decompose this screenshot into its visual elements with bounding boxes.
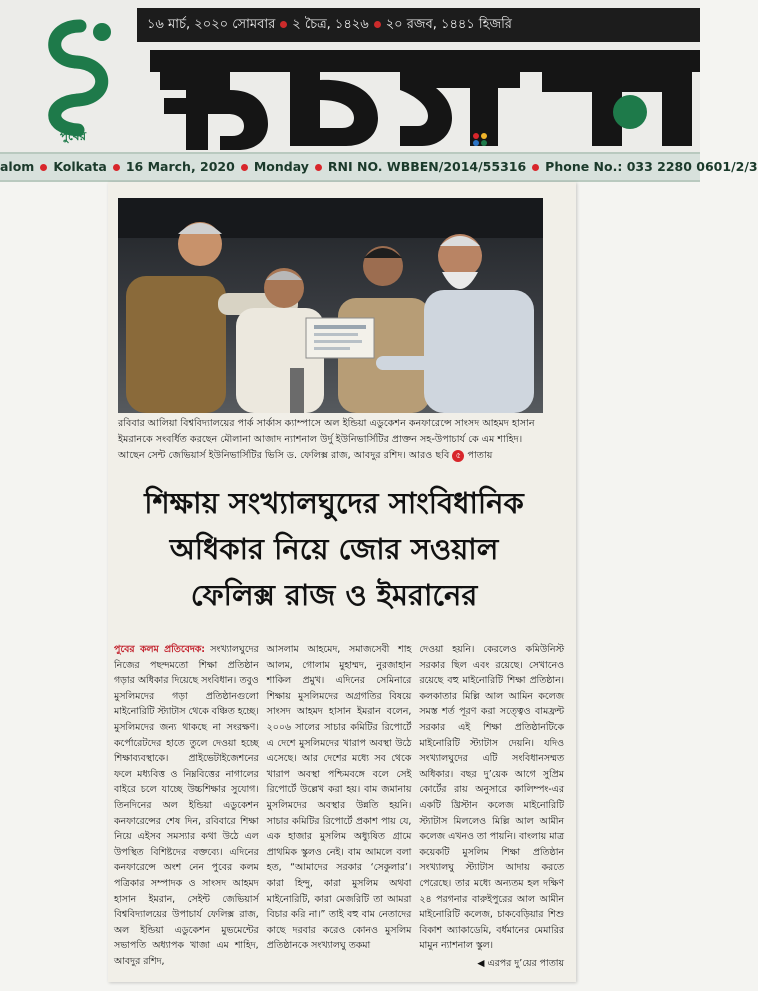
- bullet-icon: [241, 164, 248, 171]
- article-column-2: [267, 642, 412, 977]
- separator-dot-icon: [280, 21, 287, 28]
- date-gregorian: ১৬ মার্চ, ২০২০ সোমবার: [147, 17, 276, 32]
- bullet-icon: [532, 164, 539, 171]
- headline-line-2: অধিকার নিয়ে জোর সওয়াল: [169, 532, 499, 566]
- logo-mark-icon: [18, 8, 128, 144]
- caption-suffix: পাতায়: [467, 450, 493, 461]
- info-date: 16 March, 2020: [125, 159, 235, 174]
- photo-caption: [118, 416, 543, 466]
- article-column-3: [419, 642, 564, 977]
- info-day: Monday: [253, 159, 309, 174]
- info-brand: alom: [0, 159, 35, 174]
- column-2-text: আসলাম আহমেদ, সমাজসেবী শাহ আলম, গোলাম মুহাম্মদ, নুরজাহান শাকিল প্রমুখ। এদিনের সেমিনারে শিক্ষায় মুসলিমদের অগ্রগতির বিষয়ে সাংসদ আহমদ হাসান ইমরান বলেন, ২০০৬ সালের সাচার কমিটির রিপোর্টে এ দেশে মুসলিমদের খারাপ অবস্থা উঠে এসেছে। আর দেশের মধ্যে সব থেকে খারাপ অবস্থা পশ্চিমবঙ্গে বলে সেই রিপোর্টে উল্লেখ করা হয়। বাম জমানায় মুসলিমদের অবস্থার উন্নতি হয়নি। সাচার কমিটির রিপোর্টে প্রকাশ পায় যে, এক হাজার মুসলিম অধ্যুষিত গ্রামে প্রাথমিক স্কুলও নেই। বাম আমলে বলা হত, “আমাদের সরকার ‘সেকুলার’। কারা হিন্দু, কারা মুসলিম অথবা মাইনোরিটি, কারা মেজরিটি তা আমরা বিচার করি না।” তাই বহু বাম নেতাদের কাছে দরবার করেও কোনও মুসলিম প্রতিষ্ঠানকে সংখ্যালঘু তকমা: [266, 644, 412, 952]
- info-bar: [0, 152, 758, 182]
- bullet-icon: [40, 164, 47, 171]
- column-1-text: সংখ্যালঘুদের নিজের পছন্দমতো শিক্ষা প্রতিষ্ঠান গড়ার অধিকার দিয়েছে সংবিধান। তবুও মুসলিমদের গড়া প্রতিষ্ঠানগুলো মাইনোরিটি স্ট্যাটাস থেকে বঞ্চিত হচ্ছে। মুসলিমদের জন্য থাকছে না সংরক্ষণ। কর্পোরেটদের হাতে তুলে দেওয়া হচ্ছে শিক্ষাব্যবস্থাকে। প্রাইভেটাইজেশনের ফলে মধ্যবিত্ত ও নিম্নবিত্তের নাগালের বাইরে চলে যাচ্ছে উচ্চশিক্ষার সুযোগ। তিনদিনের অল ইন্ডিয়া এডুকেশন কনফারেন্সের শেষ দিন, রবিবারে শিক্ষা নিয়ে এইসব সমস্যার কথা উঠে এল উপস্থিত বিশিষ্টদের বক্তব্যে। এদিনের কনফারেন্সে অংশ নেন পুবের কলম পত্রিকার সম্পাদক ও সাংসদ আহমদ হাসান ইমরান, সেইন্ট জেভিয়ার্স বিশ্ববিদ্যালয়ের উপাচার্য ফেলিক্স রাজ, অল ইন্ডিয়া এডুকেশন মুভমেন্টের সভাপতি অধ্যাপক খাজা এম শাহিদ, আবদুর রশিদ,: [114, 644, 259, 967]
- date-hijri: ২০ রজব, ১৪৪১ হিজরি: [385, 17, 512, 32]
- continued-text: এরপর দু’য়ের পাতায়: [487, 957, 565, 969]
- continued-note: [419, 956, 564, 972]
- caption-text: রবিবার আলিয়া বিশ্ববিদ্যালয়ের পার্ক সার্কাস ক্যাম্পাসে অল ইন্ডিয়া এডুকেশন কনফারেন্সে সাংসদ আহমদ হাসান ইমরানকে সংবর্ধিত করছেন মৌলানা আজাদ ন্যাশনাল উর্দু ইউনিভার্সিটির প্রাক্তন সহ-উপাচার্য কে এম শাহিদ। আছেন সেন্ট জেভিয়ার্স ইউনিভার্সিটির ভিসি ড. ফেলিক্স রাজ, আবদুর রশিদ। আরও ছবি: [118, 418, 535, 461]
- headline-line-1: শিক্ষায় সংখ্যালঘুদের সাংবিধানিক: [144, 486, 524, 520]
- bullet-icon: [315, 164, 322, 171]
- date-bengali: ২ চৈত্র, ১৪২৬: [292, 17, 369, 32]
- caption-page-badge: ৫: [452, 450, 464, 462]
- news-cutting: [108, 182, 576, 982]
- column-3-text: দেওয়া হয়নি। কেরলেও কমিউনিস্ট সরকার ছিল এবং রয়েছে। সেখানেও রয়েছে বহু মাইনোরিটি শিক্ষা প্রতিষ্ঠান। কলকাতার মিল্লি আল আমিন কলেজ সমস্ত শর্ত পূরণ করা সত্ত্বেও বামফ্রন্ট সরকার এই শিক্ষা প্রতিষ্ঠানটিকে মাইনোরিটি স্ট্যাটাস দেয়নি। যদিও সংখ্যালঘুদের এটি সংবিধানসম্মত অধিকার। বছর দু’য়েক আগে সুপ্রিম কোর্টের রায় অনুসারে কালিম্পং-এর একটি খ্রিস্টান কলেজ মাইনোরিটি স্ট্যাটাস মিললেও মিল্লি আল আমীন কলেজ এখনও তা পায়নি। বাংলায় মাত্র কয়েকটি মুসলিম শিক্ষা প্রতিষ্ঠান সংখ্যালঘু স্ট্যাটাস আদায় করতে পেরেছে। তার মধ্যে অন্যতম হল দক্ষিণ ২৪ পরগনার বারুইপুরের আল আমীন মাইনোরিটি কলেজ, চাকবেড়িয়ার শিশু বিকাশ অ্যাকাডেমি, বর্ধমানের মেমারির মামুন ন্যাশনাল স্কুল।: [419, 644, 565, 952]
- masthead: [0, 0, 700, 152]
- info-phone: Phone No.: 033 2280 0601/2/3: [545, 159, 758, 174]
- article-headline: [114, 480, 554, 630]
- logo-text: পুবের: [59, 129, 87, 143]
- separator-dot-icon: [374, 21, 381, 28]
- info-rni: RNI NO. WBBEN/2014/55316: [327, 159, 527, 174]
- arrow-right-icon: ◀: [477, 957, 488, 969]
- article-column-1: [114, 642, 259, 977]
- bullet-icon: [113, 164, 120, 171]
- info-city: Kolkata: [53, 159, 107, 174]
- award-ceremony-photo-icon: [118, 198, 543, 413]
- article-photo: [118, 198, 543, 413]
- headline-line-3: ফেলিক্স রাজ ও ইমরানের: [190, 578, 478, 612]
- date-bar: [137, 8, 700, 42]
- masthead-title: [150, 40, 700, 145]
- byline: পুবের কলম প্রতিবেদক:: [114, 644, 206, 655]
- article-body: [114, 642, 564, 977]
